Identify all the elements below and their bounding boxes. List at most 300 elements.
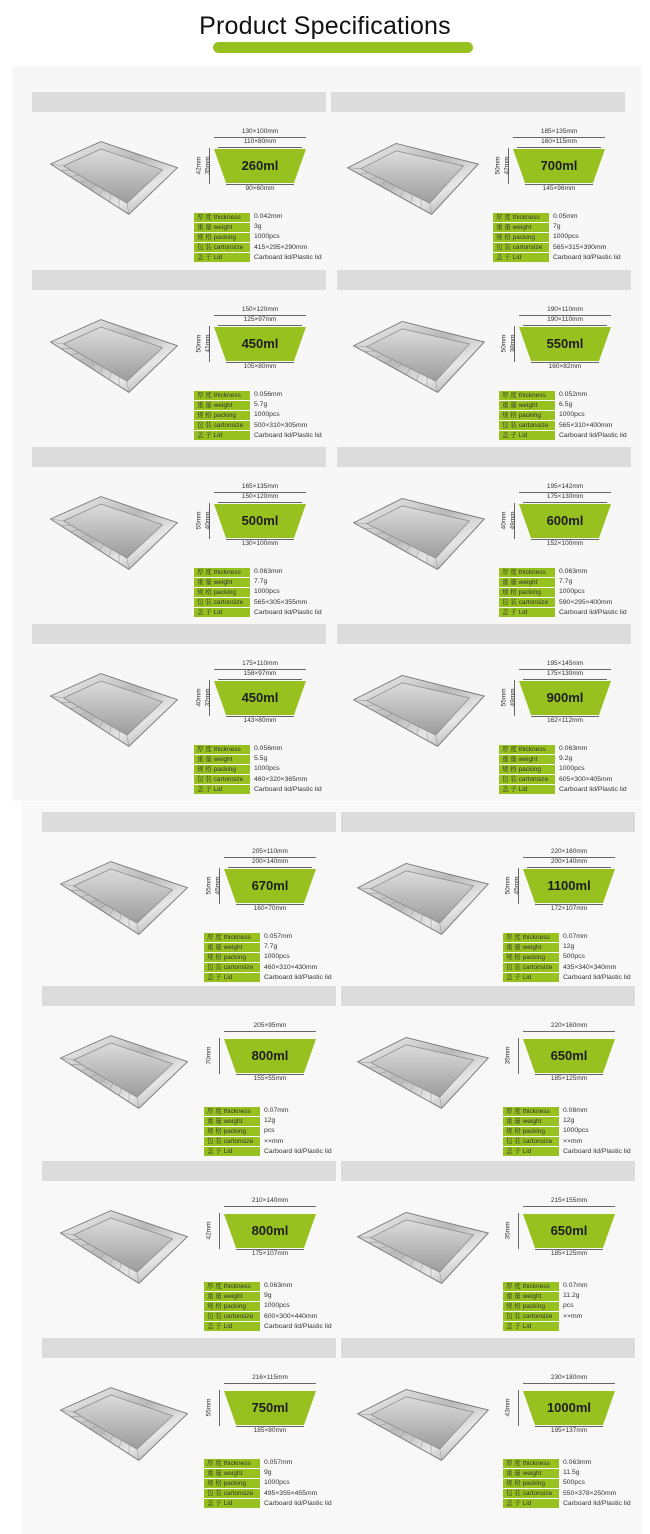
spec-row-thickness bbox=[204, 932, 354, 942]
foil-tray-photo bbox=[345, 668, 491, 757]
spec-value-packing: 500pcs bbox=[563, 1479, 585, 1487]
foil-tray-image bbox=[349, 856, 495, 940]
spec-label-cartonsize: 包 装 cartonsize bbox=[499, 775, 555, 784]
top-outer-dimension-line bbox=[224, 1031, 316, 1032]
height-outer-dimension: 42mm bbox=[205, 1221, 213, 1240]
height-outer-dimension: 35mm bbox=[504, 1046, 512, 1065]
top-inner-dimension: 110×80mm bbox=[243, 138, 277, 145]
product-card bbox=[42, 986, 342, 1164]
spec-value-weight: 5.7g bbox=[254, 401, 268, 409]
capacity-shape bbox=[521, 1038, 617, 1079]
spec-row-packing bbox=[194, 410, 344, 420]
top-outer-dimension: 175×110mm bbox=[242, 660, 278, 667]
bottom-dimension-line bbox=[236, 1074, 304, 1075]
spec-table bbox=[204, 932, 354, 983]
capacity-diagram bbox=[205, 1197, 316, 1267]
spec-row-cartonsize bbox=[499, 598, 649, 608]
capacity-label: 800ml bbox=[251, 1048, 289, 1063]
height-inner-dimension: 42mm bbox=[503, 156, 511, 175]
spec-row-packing bbox=[204, 1301, 354, 1311]
capacity-diagram bbox=[504, 1022, 615, 1092]
spec-row-weight bbox=[493, 222, 643, 232]
capacity-shape bbox=[212, 503, 308, 544]
spec-value-packing: 1000pcs bbox=[559, 765, 585, 773]
spec-label-cartonsize: 包 装 cartonsize bbox=[204, 1312, 260, 1321]
bottom-dimension: 160×82mm bbox=[548, 363, 582, 370]
spec-row-lid bbox=[204, 1499, 354, 1509]
top-outer-dimension: 130×100mm bbox=[241, 128, 279, 135]
spec-value-lid: Carboard lid/Plastic lid bbox=[559, 785, 627, 793]
spec-row-cartonsize bbox=[194, 598, 344, 608]
capacity-label: 1100ml bbox=[547, 878, 591, 893]
spec-label-thickness: 厚 度 thickness bbox=[194, 568, 250, 577]
spec-label-packing: 规 格 packing bbox=[499, 411, 555, 420]
spec-value-packing: 1000pcs bbox=[264, 1479, 290, 1487]
bottom-dimension-line bbox=[226, 362, 294, 363]
spec-value-weight: 11.2g bbox=[563, 1292, 580, 1300]
spec-table bbox=[493, 212, 643, 263]
top-inner-dimension: 125×97mm bbox=[243, 316, 277, 323]
capacity-label: 600ml bbox=[546, 513, 584, 528]
spec-label-thickness: 厚 度 thickness bbox=[194, 213, 250, 222]
spec-value-thickness: 0.063mm bbox=[559, 568, 588, 575]
spec-value-weight: 9g bbox=[264, 1292, 272, 1300]
product-card-header-bar bbox=[337, 624, 631, 644]
spec-value-cartonsize: ××mm bbox=[264, 1137, 284, 1145]
capacity-diagram bbox=[504, 1197, 615, 1267]
height-inner-dimension: 38mm bbox=[509, 334, 517, 353]
spec-value-packing: 500pcs bbox=[563, 953, 585, 961]
spec-label-cartonsize: 包 装 cartonsize bbox=[194, 421, 250, 430]
spec-label-cartonsize: 包 装 cartonsize bbox=[503, 1489, 559, 1498]
foil-tray-photo bbox=[40, 314, 186, 403]
spec-row-packing bbox=[493, 232, 643, 242]
spec-label-packing: 规 格 packing bbox=[503, 1479, 559, 1488]
spec-value-thickness: 0.07mm bbox=[563, 1282, 588, 1289]
bottom-dimension-line bbox=[236, 1426, 304, 1427]
height-outer-dimension: 55mm bbox=[195, 511, 203, 530]
capacity-shape bbox=[222, 1213, 318, 1254]
capacity-diagram bbox=[195, 128, 306, 198]
spec-value-thickness: 0.08mm bbox=[563, 1107, 588, 1114]
top-outer-dimension: 215×155mm bbox=[550, 1197, 588, 1204]
top-outer-dimension: 185×135mm bbox=[540, 128, 578, 135]
spec-value-thickness: 0.057mm bbox=[264, 933, 293, 940]
spec-row-thickness bbox=[499, 744, 649, 754]
spec-label-thickness: 厚 度 thickness bbox=[204, 1282, 260, 1291]
spec-label-lid: 盖 子 Lid bbox=[194, 253, 250, 262]
foil-tray-image bbox=[50, 1030, 196, 1114]
spec-label-packing: 规 格 packing bbox=[204, 1127, 260, 1136]
top-outer-dimension: 216×115mm bbox=[252, 1374, 288, 1381]
foil-tray-photo bbox=[345, 314, 491, 403]
product-card bbox=[331, 92, 631, 270]
spec-label-packing: 规 格 packing bbox=[503, 953, 559, 962]
spec-value-thickness: 0.063mm bbox=[563, 1459, 592, 1466]
spec-table bbox=[503, 932, 650, 983]
top-outer-dimension-line bbox=[523, 1383, 615, 1384]
capacity-diagram bbox=[205, 1374, 316, 1444]
spec-label-weight: 重 量 weight bbox=[204, 1292, 260, 1301]
spec-value-cartonsize: 550×378×250mm bbox=[563, 1489, 617, 1497]
product-card-header-bar bbox=[341, 986, 635, 1006]
capacity-label: 670ml bbox=[251, 878, 289, 893]
top-outer-dimension: 165×135mm bbox=[241, 483, 279, 490]
spec-label-weight: 重 量 weight bbox=[204, 1469, 260, 1478]
spec-row-thickness bbox=[194, 567, 344, 577]
spec-label-lid: 盖 子 Lid bbox=[499, 608, 555, 617]
spec-value-lid: Carboard lid/Plastic lid bbox=[553, 253, 621, 261]
spec-label-lid: 盖 子 Lid bbox=[493, 253, 549, 262]
foil-tray-image bbox=[345, 491, 491, 575]
capacity-shape bbox=[511, 148, 607, 189]
spec-row-weight bbox=[194, 222, 344, 232]
spec-label-thickness: 厚 度 thickness bbox=[503, 933, 559, 942]
bottom-dimension-line bbox=[226, 184, 294, 185]
spec-row-lid bbox=[204, 1147, 354, 1157]
spec-row-cartonsize bbox=[503, 1312, 650, 1322]
spec-label-cartonsize: 包 装 cartonsize bbox=[499, 421, 555, 430]
spec-row-thickness bbox=[204, 1281, 354, 1291]
top-outer-dimension: 220×160mm bbox=[550, 848, 588, 855]
capacity-diagram bbox=[504, 848, 615, 918]
spec-value-cartonsize: 495×355×455mm bbox=[264, 1489, 318, 1497]
top-outer-dimension: 230×180mm bbox=[550, 1374, 588, 1381]
capacity-label: 800ml bbox=[251, 1223, 289, 1238]
spec-label-thickness: 厚 度 thickness bbox=[503, 1282, 559, 1291]
spec-row-cartonsize bbox=[204, 1489, 354, 1499]
height-outer-dimension: 40mm bbox=[195, 688, 203, 707]
spec-label-lid: 盖 子 Lid bbox=[194, 431, 250, 440]
capacity-diagram bbox=[205, 848, 316, 918]
spec-row-cartonsize bbox=[194, 421, 344, 431]
spec-value-weight: 11.5g bbox=[563, 1469, 580, 1477]
bottom-dimension: 185×125mm bbox=[550, 1075, 588, 1082]
height-outer-dimension: 55mm bbox=[205, 1398, 213, 1417]
spec-table bbox=[503, 1458, 650, 1509]
spec-row-thickness bbox=[503, 1281, 650, 1291]
top-inner-dimension: 200×140mm bbox=[251, 858, 289, 865]
spec-row-thickness bbox=[503, 1106, 650, 1116]
spec-table bbox=[194, 390, 344, 441]
spec-row-weight bbox=[503, 1116, 650, 1126]
spec-row-cartonsize bbox=[204, 963, 354, 973]
foil-tray-photo bbox=[349, 856, 495, 945]
spec-value-weight: 5.5g bbox=[254, 755, 268, 763]
spec-label-thickness: 厚 度 thickness bbox=[499, 391, 555, 400]
spec-row-packing bbox=[194, 232, 344, 242]
spec-value-packing: 1000pcs bbox=[254, 765, 280, 773]
spec-row-lid bbox=[503, 1499, 650, 1509]
height-inner-dimension: 41mm bbox=[204, 334, 212, 353]
spec-label-packing: 规 格 packing bbox=[194, 411, 250, 420]
height-inner-dimension: 45mm bbox=[214, 876, 222, 895]
spec-value-lid: Carboard lid/Plastic lid bbox=[264, 1499, 332, 1507]
spec-value-weight: 9g bbox=[264, 1469, 272, 1477]
capacity-diagram bbox=[494, 128, 605, 198]
product-card-header-bar bbox=[32, 270, 326, 290]
spec-value-lid: Carboard lid/Plastic lid bbox=[254, 608, 322, 616]
spec-row-weight bbox=[204, 1291, 354, 1301]
spec-value-lid: Carboard lid/Plastic lid bbox=[254, 431, 322, 439]
spec-table bbox=[499, 567, 649, 618]
spec-label-thickness: 厚 度 thickness bbox=[499, 745, 555, 754]
spec-value-lid: Carboard lid/Plastic lid bbox=[563, 1147, 631, 1155]
product-card bbox=[341, 812, 641, 990]
bottom-dimension: 185×80mm bbox=[253, 1427, 287, 1434]
foil-tray-photo bbox=[40, 491, 186, 580]
top-inner-dimension: 190×110mm bbox=[547, 316, 583, 323]
capacity-shape bbox=[521, 868, 617, 909]
spec-label-cartonsize: 包 装 cartonsize bbox=[503, 1137, 559, 1146]
top-inner-dimension: 160×115mm bbox=[541, 138, 577, 145]
spec-label-weight: 重 量 weight bbox=[194, 755, 250, 764]
spec-label-cartonsize: 包 装 cartonsize bbox=[194, 598, 250, 607]
spec-label-lid: 盖 子 Lid bbox=[503, 1322, 559, 1331]
capacity-shape bbox=[212, 326, 308, 367]
spec-row-packing bbox=[499, 410, 649, 420]
capacity-shape bbox=[222, 1038, 318, 1079]
spec-label-packing: 规 格 packing bbox=[503, 1127, 559, 1136]
capacity-label: 1000ml bbox=[546, 1400, 592, 1415]
bottom-dimension: 105×80mm bbox=[243, 363, 277, 370]
spec-label-weight: 重 量 weight bbox=[499, 578, 555, 587]
spec-row-packing bbox=[499, 764, 649, 774]
capacity-diagram bbox=[500, 483, 611, 553]
spec-value-lid: Carboard lid/Plastic lid bbox=[559, 608, 627, 616]
height-inner-dimension: 40mm bbox=[204, 511, 212, 530]
spec-value-weight: 7.7g bbox=[559, 578, 573, 586]
height-inner-dimension: 45mm bbox=[513, 876, 521, 895]
spec-table bbox=[194, 567, 344, 618]
spec-row-lid bbox=[194, 608, 344, 618]
spec-value-thickness: 0.063mm bbox=[264, 1282, 293, 1289]
height-outer-dimension: 50mm bbox=[494, 156, 502, 175]
capacity-label: 550ml bbox=[546, 336, 584, 351]
spec-label-thickness: 厚 度 thickness bbox=[204, 933, 260, 942]
spec-value-packing: pcs bbox=[264, 1127, 275, 1135]
product-card bbox=[32, 447, 332, 625]
product-card bbox=[42, 1338, 342, 1516]
bottom-dimension-line bbox=[226, 539, 294, 540]
spec-row-packing bbox=[499, 587, 649, 597]
foil-tray-image bbox=[50, 1205, 196, 1289]
spec-label-cartonsize: 包 装 cartonsize bbox=[503, 1312, 559, 1321]
foil-tray-image bbox=[50, 1382, 196, 1466]
spec-label-thickness: 厚 度 thickness bbox=[204, 1459, 260, 1468]
spec-label-packing: 规 格 packing bbox=[204, 1302, 260, 1311]
bottom-dimension-line bbox=[531, 716, 599, 717]
bottom-dimension-line bbox=[535, 1074, 603, 1075]
bottom-dimension-line bbox=[535, 1426, 603, 1427]
spec-row-thickness bbox=[194, 212, 344, 222]
capacity-label: 450ml bbox=[241, 336, 279, 351]
spec-row-weight bbox=[194, 754, 344, 764]
product-card bbox=[341, 1338, 641, 1516]
spec-row-packing bbox=[204, 1126, 354, 1136]
product-card bbox=[337, 624, 637, 802]
spec-row-weight bbox=[204, 1468, 354, 1478]
spec-table bbox=[499, 744, 649, 795]
spec-row-packing bbox=[204, 1478, 354, 1488]
spec-row-cartonsize bbox=[493, 243, 643, 253]
spec-label-cartonsize: 包 装 cartonsize bbox=[503, 963, 559, 972]
spec-row-lid bbox=[503, 1322, 650, 1332]
spec-label-weight: 重 量 weight bbox=[503, 1117, 559, 1126]
spec-value-packing: 1000pcs bbox=[254, 411, 280, 419]
spec-row-thickness bbox=[503, 932, 650, 942]
spec-value-cartonsize: 590×295×400mm bbox=[559, 598, 613, 606]
product-card-header-bar bbox=[341, 1338, 635, 1358]
capacity-label: 650ml bbox=[550, 1223, 588, 1238]
bottom-dimension: 195×137mm bbox=[550, 1427, 588, 1434]
spec-row-weight bbox=[499, 577, 649, 587]
spec-label-lid: 盖 子 Lid bbox=[499, 431, 555, 440]
capacity-diagram bbox=[195, 306, 306, 376]
spec-value-lid: Carboard lid/Plastic lid bbox=[559, 431, 627, 439]
spec-value-packing: 1000pcs bbox=[264, 1302, 290, 1310]
height-inner-dimension: 35mm bbox=[204, 156, 212, 175]
product-card bbox=[42, 1161, 342, 1339]
bottom-dimension: 160×70mm bbox=[253, 905, 287, 912]
spec-value-thickness: 0.052mm bbox=[559, 391, 588, 398]
spec-value-weight: 7.7g bbox=[254, 578, 268, 586]
capacity-shape bbox=[517, 680, 613, 721]
spec-value-weight: 3g bbox=[254, 223, 262, 231]
product-card-header-bar bbox=[337, 270, 631, 290]
top-outer-dimension: 190×110mm bbox=[547, 306, 583, 313]
spec-row-thickness bbox=[194, 390, 344, 400]
spec-row-weight bbox=[499, 400, 649, 410]
height-inner-dimension: 49mm bbox=[509, 688, 517, 707]
spec-label-lid: 盖 子 Lid bbox=[204, 973, 260, 982]
spec-value-cartonsize: ××mm bbox=[563, 1137, 583, 1145]
spec-row-thickness bbox=[204, 1106, 354, 1116]
height-outer-dimension: 50mm bbox=[195, 334, 203, 353]
product-card bbox=[32, 92, 332, 270]
foil-tray-image bbox=[40, 136, 186, 220]
spec-value-thickness: 0.056mm bbox=[254, 391, 283, 398]
foil-tray-image bbox=[349, 1382, 495, 1466]
spec-label-packing: 规 格 packing bbox=[194, 765, 250, 774]
top-inner-dimension: 158×97mm bbox=[243, 670, 277, 677]
spec-label-lid: 盖 子 Lid bbox=[194, 785, 250, 794]
spec-table bbox=[499, 390, 649, 441]
capacity-label: 900ml bbox=[546, 690, 584, 705]
spec-row-lid bbox=[503, 1147, 650, 1157]
capacity-diagram bbox=[504, 1374, 615, 1444]
top-outer-dimension: 210×140mm bbox=[251, 1197, 289, 1204]
top-outer-dimension-line bbox=[523, 1206, 615, 1207]
spec-label-thickness: 厚 度 thickness bbox=[194, 745, 250, 754]
capacity-shape bbox=[517, 326, 613, 367]
spec-label-thickness: 厚 度 thickness bbox=[493, 213, 549, 222]
product-card-header-bar bbox=[42, 1161, 336, 1181]
bottom-dimension-line bbox=[236, 1249, 304, 1250]
product-card bbox=[32, 624, 332, 802]
height-dimension-line bbox=[518, 1390, 519, 1426]
spec-label-cartonsize: 包 装 cartonsize bbox=[194, 243, 250, 252]
spec-label-thickness: 厚 度 thickness bbox=[499, 568, 555, 577]
spec-label-cartonsize: 包 装 cartonsize bbox=[204, 1137, 260, 1146]
spec-row-cartonsize bbox=[503, 1137, 650, 1147]
product-card bbox=[337, 447, 637, 625]
height-inner-dimension: 32mm bbox=[204, 688, 212, 707]
product-card-header-bar bbox=[42, 812, 336, 832]
spec-label-weight: 重 量 weight bbox=[493, 223, 549, 232]
spec-value-lid: Carboard lid/Plastic lid bbox=[254, 253, 322, 261]
product-card bbox=[341, 1161, 641, 1339]
spec-row-cartonsize bbox=[499, 775, 649, 785]
height-outer-dimension: 43mm bbox=[504, 1398, 512, 1417]
spec-label-weight: 重 量 weight bbox=[503, 1469, 559, 1478]
foil-tray-image bbox=[349, 1030, 495, 1114]
foil-tray-image bbox=[345, 314, 491, 398]
top-outer-dimension: 195×145mm bbox=[546, 660, 584, 667]
foil-tray-photo bbox=[50, 856, 196, 945]
spec-row-cartonsize bbox=[499, 421, 649, 431]
foil-tray-photo bbox=[349, 1382, 495, 1471]
page-header bbox=[0, 0, 650, 62]
spec-value-cartonsize: 565×305×355mm bbox=[254, 598, 308, 606]
bottom-dimension-line bbox=[236, 904, 304, 905]
spec-value-packing: 1000pcs bbox=[559, 588, 585, 596]
spec-value-packing: pcs bbox=[563, 1302, 574, 1310]
spec-table bbox=[194, 744, 344, 795]
spec-row-lid bbox=[204, 973, 354, 983]
spec-value-weight: 12g bbox=[563, 943, 575, 951]
spec-table bbox=[503, 1281, 650, 1332]
spec-row-cartonsize bbox=[204, 1312, 354, 1322]
capacity-shape bbox=[521, 1390, 617, 1431]
spec-value-lid: Carboard lid/Plastic lid bbox=[264, 1322, 332, 1330]
spec-value-cartonsize: 435×340×340mm bbox=[563, 963, 617, 971]
spec-row-cartonsize bbox=[204, 1137, 354, 1147]
spec-value-lid: Carboard lid/Plastic lid bbox=[254, 785, 322, 793]
spec-value-weight: 6.5g bbox=[559, 401, 573, 409]
height-outer-dimension: 55mm bbox=[500, 688, 508, 707]
spec-row-thickness bbox=[499, 567, 649, 577]
spec-row-packing bbox=[503, 1126, 650, 1136]
spec-row-lid bbox=[499, 608, 649, 618]
product-card-header-bar bbox=[42, 1338, 336, 1358]
product-card-header-bar bbox=[32, 447, 326, 467]
spec-label-weight: 重 量 weight bbox=[503, 1292, 559, 1301]
capacity-label: 700ml bbox=[540, 158, 578, 173]
spec-row-thickness bbox=[194, 744, 344, 754]
spec-label-thickness: 厚 度 thickness bbox=[204, 1107, 260, 1116]
spec-label-cartonsize: 包 装 cartonsize bbox=[499, 598, 555, 607]
spec-value-cartonsize: 565×315×390mm bbox=[553, 243, 607, 251]
spec-row-weight bbox=[204, 1116, 354, 1126]
spec-value-thickness: 0.042mm bbox=[254, 213, 283, 220]
spec-label-packing: 规 格 packing bbox=[194, 588, 250, 597]
spec-row-cartonsize bbox=[503, 1489, 650, 1499]
bottom-dimension: 185×125mm bbox=[550, 1250, 588, 1257]
height-outer-dimension: 40mm bbox=[500, 511, 508, 530]
foil-tray-image bbox=[345, 668, 491, 752]
spec-row-thickness bbox=[503, 1458, 650, 1468]
height-outer-dimension: 70mm bbox=[205, 1046, 213, 1065]
spec-value-cartonsize: 565×310×400mm bbox=[559, 421, 613, 429]
spec-value-weight: 12g bbox=[563, 1117, 575, 1125]
spec-value-packing: 1000pcs bbox=[553, 233, 579, 241]
bottom-dimension: 172×107mm bbox=[550, 905, 588, 912]
top-outer-dimension: 205×110mm bbox=[252, 848, 288, 855]
spec-label-packing: 规 格 packing bbox=[194, 233, 250, 242]
capacity-shape bbox=[222, 1390, 318, 1431]
spec-row-lid bbox=[503, 973, 650, 983]
